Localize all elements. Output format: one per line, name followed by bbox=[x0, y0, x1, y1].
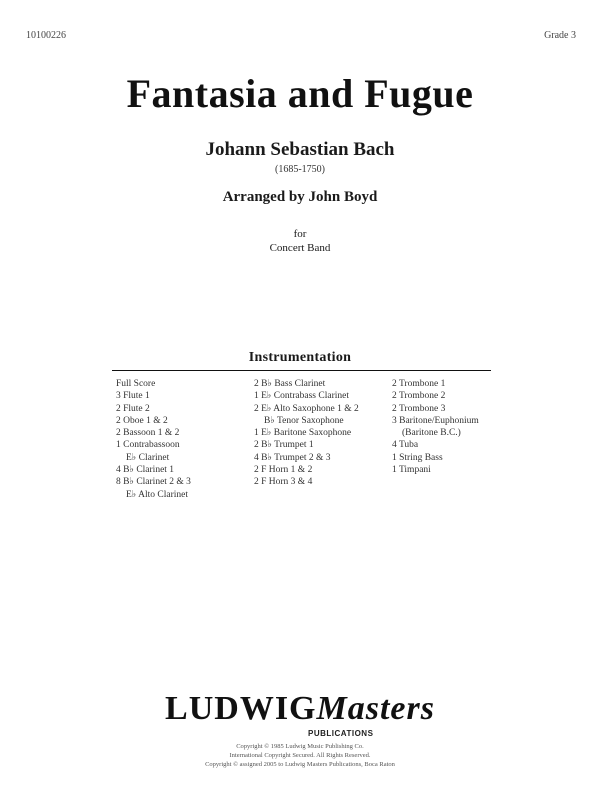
instrument-item: 2 Bassoon 1 & 2 bbox=[116, 428, 180, 439]
instrument-item: 2 Flute 2 bbox=[116, 403, 150, 414]
instrument-item: 2 B♭ Trumpet 1 bbox=[254, 440, 314, 451]
publisher-subtitle: PUBLICATIONS bbox=[308, 729, 374, 738]
instrument-item: (Baritone B.C.) bbox=[402, 428, 461, 439]
instrumentation-column-3 bbox=[392, 378, 479, 476]
instrument-item: 4 B♭ Trumpet 2 & 3 bbox=[254, 452, 331, 463]
instrument-item: 4 Tuba bbox=[392, 440, 419, 451]
instrumentation-column-2 bbox=[254, 378, 359, 489]
publisher-logo bbox=[0, 690, 600, 728]
instrument-item: E♭ Clarinet bbox=[126, 452, 170, 463]
instrumentation-column-1 bbox=[116, 378, 191, 501]
instrument-item: B♭ Tenor Saxophone bbox=[264, 415, 344, 426]
instrument-item: 2 F Horn 3 & 4 bbox=[254, 477, 313, 488]
instrument-item: Full Score bbox=[116, 379, 156, 389]
instrument-item: 4 B♭ Clarinet 1 bbox=[116, 465, 175, 476]
publisher-name-part2: Masters bbox=[316, 690, 435, 727]
copyright-line: International Copyright Secured. All Rights Reserved. bbox=[229, 752, 371, 759]
publisher-name bbox=[165, 690, 435, 728]
instrument-item: 8 B♭ Clarinet 2 & 3 bbox=[116, 477, 191, 488]
instrument-item: 1 Timpani bbox=[392, 465, 431, 476]
grade-label: Grade 3 bbox=[544, 30, 576, 41]
copyright-line: Copyright © 1985 Ludwig Music Publishing Co. bbox=[236, 743, 364, 750]
instrument-item: 1 E♭ Contrabass Clarinet bbox=[254, 391, 349, 402]
instrument-item: 1 String Bass bbox=[392, 452, 443, 463]
instrument-item: 1 E♭ Baritone Saxophone bbox=[254, 428, 352, 439]
instrumentation-divider bbox=[112, 370, 491, 371]
publisher-name-part1: LUDWIG bbox=[165, 690, 317, 727]
instrument-item: 2 Trombone 3 bbox=[392, 403, 446, 414]
instrumentation-heading: Instrumentation bbox=[248, 350, 352, 365]
instrument-item: 2 B♭ Bass Clarinet bbox=[254, 379, 326, 389]
arranger-credit: Arranged by John Boyd bbox=[222, 189, 378, 205]
composer-name: Johann Sebastian Bach bbox=[205, 139, 395, 160]
ensemble-label: Concert Band bbox=[269, 242, 331, 254]
instrument-item: 3 Baritone/Euphonium bbox=[392, 415, 479, 426]
for-label: for bbox=[293, 228, 307, 240]
instrument-item: 2 Trombone 1 bbox=[392, 379, 446, 389]
instrument-item: 2 F Horn 1 & 2 bbox=[254, 465, 313, 476]
composer-dates: (1685-1750) bbox=[275, 164, 325, 175]
instrument-item: 2 E♭ Alto Saxophone 1 & 2 bbox=[254, 403, 359, 414]
instrument-item: 1 Contrabassoon bbox=[116, 440, 180, 451]
catalog-number: 10100226 bbox=[26, 30, 66, 41]
instrument-item: 2 Trombone 2 bbox=[392, 391, 446, 402]
instrument-item: 3 Flute 1 bbox=[116, 391, 150, 402]
instrument-item: 2 Oboe 1 & 2 bbox=[116, 415, 168, 426]
instrument-item: E♭ Alto Clarinet bbox=[126, 489, 189, 500]
piece-title: Fantasia and Fugue bbox=[126, 71, 474, 116]
copyright-line: Copyright © assigned 2005 to Ludwig Masters Publications, Boca Raton bbox=[205, 761, 395, 768]
